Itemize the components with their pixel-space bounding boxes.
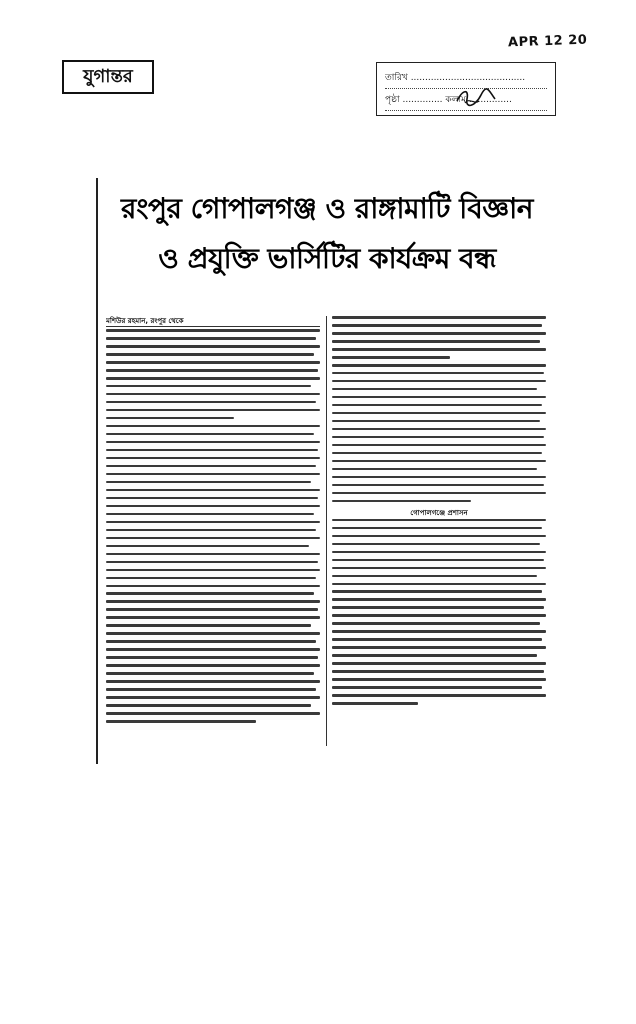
text-line	[106, 577, 316, 580]
text-line	[106, 720, 256, 723]
text-line	[106, 385, 311, 388]
text-line	[106, 600, 320, 603]
text-line	[332, 316, 546, 319]
text-line	[106, 393, 320, 396]
text-line	[106, 545, 309, 548]
article-byline: মশিউর রহমান, রংপুর থেকে	[106, 316, 320, 327]
newspaper-name: যুগান্তর	[83, 65, 133, 87]
headline-line-2: ও প্রযুক্তি ভার্সিটির কার্যক্রম বন্ধ	[158, 242, 496, 275]
text-line	[106, 329, 320, 332]
text-line	[332, 468, 537, 471]
text-line	[332, 500, 471, 503]
text-line	[332, 559, 544, 562]
text-line	[332, 348, 546, 351]
text-line	[332, 428, 546, 431]
column-label: কলাম	[445, 95, 467, 105]
text-line	[332, 412, 546, 415]
text-line	[106, 561, 318, 564]
text-line	[332, 702, 418, 705]
date-row: তারিখ ........................................	[385, 67, 547, 89]
text-line	[106, 553, 320, 556]
text-line	[332, 356, 450, 359]
text-line	[106, 529, 316, 532]
article-subhead: গোপালগঞ্জে প্রশাসন	[410, 508, 468, 517]
text-line	[332, 543, 540, 546]
page-column-row: পৃষ্ঠা .............. কলাম ...............	[385, 89, 547, 111]
page-label: পৃষ্ঠা	[385, 95, 400, 105]
text-line	[106, 353, 314, 356]
text-line	[332, 598, 546, 601]
text-line	[332, 460, 546, 463]
text-line	[332, 686, 542, 689]
text-line	[332, 332, 546, 335]
text-line	[332, 444, 546, 447]
text-line	[106, 345, 320, 348]
article-text-block	[332, 519, 546, 705]
text-line	[332, 606, 544, 609]
text-line	[332, 646, 546, 649]
text-line	[332, 436, 544, 439]
text-line	[106, 632, 320, 635]
text-line	[332, 340, 540, 343]
text-line	[106, 457, 320, 460]
text-line	[106, 664, 320, 667]
text-line	[106, 409, 320, 412]
text-line	[332, 388, 537, 391]
text-line	[106, 425, 320, 428]
handwritten-signature-icon	[455, 85, 497, 109]
text-line	[332, 678, 546, 681]
text-line	[106, 537, 320, 540]
text-line	[106, 361, 320, 364]
text-line	[106, 672, 314, 675]
text-line	[106, 592, 314, 595]
article-text-block	[106, 329, 320, 723]
text-line	[332, 527, 542, 530]
text-line	[332, 662, 546, 665]
text-line	[106, 465, 316, 468]
text-line	[332, 452, 542, 455]
text-line	[332, 519, 546, 522]
text-line	[332, 567, 546, 570]
text-line	[106, 688, 316, 691]
date-label: তারিখ	[385, 73, 408, 83]
text-line	[332, 575, 537, 578]
text-line	[106, 473, 320, 476]
text-line	[332, 630, 546, 633]
text-line	[332, 670, 544, 673]
text-line	[106, 680, 320, 683]
text-line	[332, 476, 546, 479]
text-line	[332, 551, 546, 554]
text-line	[332, 420, 540, 423]
text-line	[106, 608, 318, 611]
text-line	[106, 449, 318, 452]
text-line	[332, 396, 546, 399]
text-line	[106, 696, 320, 699]
text-line	[106, 369, 318, 372]
text-line	[332, 492, 546, 495]
text-line	[106, 377, 320, 380]
text-line	[106, 624, 311, 627]
text-line	[106, 481, 311, 484]
text-line	[332, 622, 540, 625]
newspaper-clipping	[96, 178, 550, 764]
text-line	[332, 638, 542, 641]
text-line	[106, 712, 320, 715]
text-line	[106, 640, 316, 643]
text-line	[332, 614, 546, 617]
text-line	[106, 648, 320, 651]
text-line	[106, 433, 314, 436]
text-line	[106, 505, 320, 508]
newspaper-name-box	[62, 60, 154, 94]
headline-line-1: রংপুর গোপালগঞ্জ ও রাঙ্গামাটি বিজ্ঞান	[121, 192, 533, 225]
article-text-block	[332, 316, 546, 502]
column-divider	[326, 316, 327, 746]
article-column-left	[106, 316, 320, 756]
text-line	[106, 417, 234, 420]
text-line	[332, 324, 542, 327]
text-line	[332, 372, 544, 375]
text-line	[106, 401, 316, 404]
clipping-reference-box	[376, 62, 556, 116]
text-line	[332, 694, 546, 697]
text-line	[332, 654, 537, 657]
received-date-stamp: APR 12 20	[507, 32, 588, 51]
article-headline	[102, 184, 552, 284]
text-line	[332, 484, 544, 487]
text-line	[106, 585, 320, 588]
text-line	[106, 337, 316, 340]
text-line	[106, 521, 320, 524]
text-line	[106, 497, 318, 500]
text-line	[106, 441, 320, 444]
text-line	[106, 704, 311, 707]
text-line	[106, 569, 320, 572]
text-line	[332, 404, 542, 407]
text-line	[332, 535, 546, 538]
text-line	[332, 583, 546, 586]
text-line	[106, 513, 314, 516]
article-column-right	[332, 316, 546, 756]
text-line	[106, 489, 320, 492]
text-line	[332, 364, 546, 367]
text-line	[332, 590, 542, 593]
text-line	[106, 616, 320, 619]
text-line	[106, 656, 318, 659]
text-line	[332, 380, 546, 383]
